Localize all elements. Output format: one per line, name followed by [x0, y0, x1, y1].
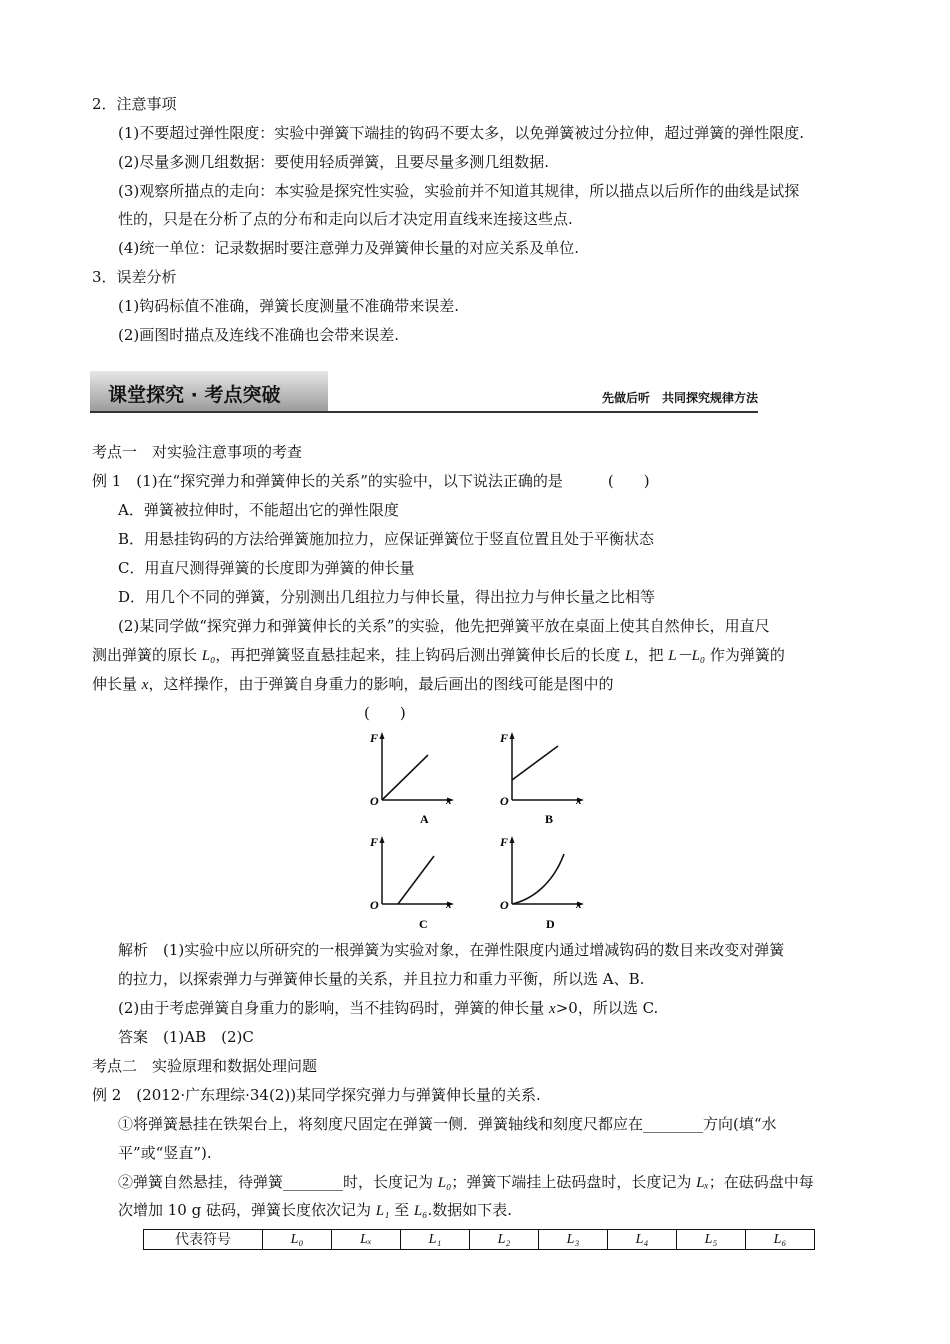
graph-b-origin-label: O — [500, 794, 509, 808]
analysis-line1: 解析 (1)实验中应以所研究的一根弹簧为实验对象，在弹性限度内通过增减钩码的数目来改变对弹簧 — [118, 941, 785, 959]
graph-b-line — [512, 746, 558, 780]
table-cell — [470, 1230, 539, 1250]
graph-c-y-arrow-icon — [380, 836, 385, 843]
table-cell-symbol: L₆ — [773, 1232, 787, 1247]
symbol-l6: L₆ — [413, 1203, 428, 1219]
step2-text-b: ；弹簧下端挂上砝码盘时，长度记为 — [451, 1173, 697, 1191]
option-c: C．用直尺测得弹簧的长度即为弹簧的伸长量 — [118, 559, 415, 577]
graph-c-x-label: x — [446, 899, 452, 911]
graph-d-curve — [512, 854, 564, 904]
option-a: A．弹簧被拉伸时，不能超出它的弹性限度 — [118, 501, 399, 519]
question2-line2 — [92, 644, 785, 667]
analysis-text-a: (2)由于考虑弹簧自身重力的影响，当不挂钩码时，弹簧的伸长量 — [118, 999, 550, 1017]
symbol-lx: Lₓ — [696, 1175, 709, 1191]
graph-d-f-label: F — [500, 835, 509, 849]
step1-line1: ①将弹簧悬挂在铁架台上，将刻度尺固定在弹簧一侧．弹簧轴线和刻度尺都应在________方向(填“水 — [118, 1115, 777, 1133]
table-cell-symbol: L₂ — [497, 1232, 511, 1247]
graph-a — [366, 728, 466, 826]
graph-d-y-arrow-icon — [510, 836, 515, 843]
question2-answer-paren: ( ) — [364, 704, 406, 722]
graph-c — [366, 832, 466, 932]
table-cell-symbol: L₅ — [704, 1232, 718, 1247]
q2-text-e: 伸长量 — [92, 675, 142, 693]
example1-question1: 例 1 (1)在“探究弹力和弹簧伸长的关系”的实验中，以下说法正确的是 ( ) — [92, 472, 650, 490]
graph-b-f-label: F — [500, 731, 509, 745]
table-cell-symbol: L₀ — [290, 1232, 304, 1247]
section-banner — [90, 371, 758, 413]
symbol-l: L — [625, 648, 634, 664]
graph-b — [496, 728, 596, 826]
graph-b-y-arrow-icon — [510, 732, 515, 739]
point1-title: 考点一 对实验注意事项的考查 — [92, 443, 303, 461]
step2-text-e: 至 — [389, 1201, 414, 1219]
step2-text-d: 次增加 10 g 砝码，弹簧长度依次记为 — [118, 1201, 376, 1219]
step2-line1 — [118, 1171, 814, 1194]
graph-d-caption: D — [546, 917, 555, 931]
symbol-l1: L₁ — [375, 1203, 390, 1219]
example2-line: 例 2 (2012·广东理综·34(2))某同学探究弹力与弹簧伸长量的关系. — [92, 1086, 541, 1104]
graph-a-x-label: x — [446, 795, 452, 807]
errors-item-1: (1)钩码标值不准确，弹簧长度测量不准确带来误差. — [118, 297, 460, 315]
table-cell — [677, 1230, 746, 1250]
graph-a-line — [382, 755, 428, 800]
step2-text-a: ②弹簧自然悬挂，待弹簧________时，长度记为 — [118, 1173, 438, 1191]
analysis-line2: 的拉力，以探索弹力与弹簧伸长量的关系，并且拉力和重力平衡，所以选 A、B. — [118, 970, 645, 988]
symbol-l0: L₀ — [201, 648, 216, 664]
option-d: D．用几个不同的弹簧，分别测出几组拉力与伸长量，得出拉力与伸长量之比相等 — [118, 588, 656, 606]
graph-a-y-arrow-icon — [380, 732, 385, 739]
banner-subtitle: 先做后听 共同探究规律方法 — [601, 391, 758, 405]
graph-c-caption: C — [419, 917, 428, 931]
analysis-text-b: >0，所以选 C. — [555, 999, 659, 1017]
symbol-x-2: x — [549, 1001, 556, 1017]
graph-d — [496, 832, 596, 932]
table-cell — [332, 1230, 401, 1250]
graph-a-origin-label: O — [370, 794, 379, 808]
q2-text-f: ，这样操作，由于弹簧自身重力的影响，最后画出的图线可能是图中的 — [148, 675, 614, 693]
notes-item-4: (4)统一单位：记录数据时要注意弹力及弹簧伸长量的对应关系及单位. — [118, 239, 580, 257]
step1-line2: 平”或“竖直”). — [118, 1144, 212, 1162]
step2-line2 — [118, 1199, 512, 1222]
q2-text-a: 测出弹簧的原长 — [92, 646, 202, 664]
point2-title: 考点二 实验原理和数据处理问题 — [92, 1057, 318, 1075]
table-cell-symbol: Lₓ — [360, 1232, 372, 1247]
q2-text-c: ，把 — [633, 646, 669, 664]
question2-line3 — [92, 673, 613, 696]
notes-item-1: (1)不要超过弹性限度：实验中弹簧下端挂的钩码不要太多，以免弹簧被过分拉伸，超过弹簧的弹性限度. — [118, 124, 805, 142]
graph-d-x-label: x — [576, 899, 582, 911]
symbol-x: x — [141, 677, 149, 693]
symbol-table — [143, 1229, 815, 1250]
errors-heading: 3．误差分析 — [92, 268, 177, 286]
notes-item-3: (3)观察所描点的走向：本实验是探究性实验，实验前并不知道其规律，所以描点以后所作的曲线是试探 — [118, 182, 800, 200]
notes-item-3-cont: 性的，只是在分析了点的分布和走向以后才决定用直线来连接这些点. — [118, 210, 573, 228]
table-cell — [539, 1230, 608, 1250]
table-cell: 代表符号 — [144, 1230, 263, 1250]
table-cell — [746, 1230, 815, 1250]
graph-a-f-label: F — [370, 731, 379, 745]
table-cell — [608, 1230, 677, 1250]
step2-text-c: ；在砝码盘中每 — [708, 1173, 814, 1191]
graph-b-x-label: x — [576, 795, 582, 807]
errors-item-2: (2)画图时描点及连线不准确也会带来误差. — [118, 326, 400, 344]
table-cell-symbol: L₄ — [635, 1232, 649, 1247]
banner-title: 课堂探究 · 考点突破 — [108, 384, 281, 406]
graph-c-origin-label: O — [370, 898, 379, 912]
table-cell-symbol: L₁ — [428, 1232, 442, 1247]
graph-d-origin-label: O — [500, 898, 509, 912]
symbol-l-minus-l0: L－L₀ — [668, 648, 706, 664]
analysis-line3 — [118, 997, 658, 1020]
notes-item-2: (2)尽量多测几组数据：要使用轻质弹簧，且要尽量多测几组数据. — [118, 153, 550, 171]
table-cell — [263, 1230, 332, 1250]
q2-text-b: ，再把弹簧竖直悬挂起来，挂上钩码后测出弹簧伸长后的长度 — [215, 646, 626, 664]
graph-c-line — [398, 856, 434, 904]
graph-a-caption: A — [420, 812, 429, 826]
notes-heading: 2．注意事项 — [92, 95, 177, 113]
option-b: B．用悬挂钩码的方法给弹簧施加拉力，应保证弹簧位于竖直位置且处于平衡状态 — [118, 530, 655, 548]
symbol-l0-2: L₀ — [437, 1175, 452, 1191]
step2-text-f: .数据如下表. — [427, 1201, 512, 1219]
question2-line1: (2)某同学做“探究弹力和弹簧伸长的关系”的实验，他先把弹簧平放在桌面上使其自然伸长，用直尺 — [118, 617, 770, 635]
graph-b-caption: B — [545, 812, 554, 826]
banner-rule — [90, 411, 758, 413]
table-cell-symbol: L₃ — [566, 1232, 580, 1247]
answer-line: 答案 (1)AB (2)C — [118, 1028, 254, 1046]
table-cell — [401, 1230, 470, 1250]
table-row — [144, 1230, 815, 1250]
graph-c-f-label: F — [370, 835, 379, 849]
q2-text-d: 作为弹簧的 — [705, 646, 785, 664]
